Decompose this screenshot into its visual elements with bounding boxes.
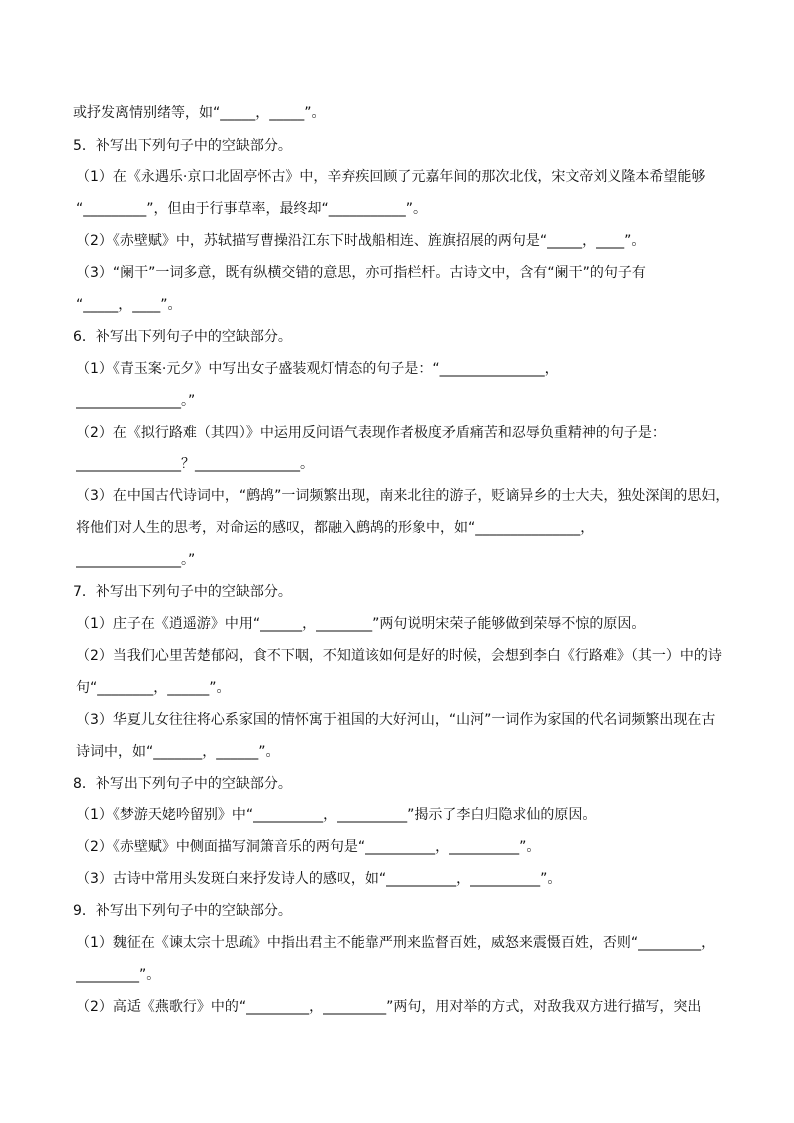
text-line: _________”。	[76, 967, 161, 983]
text-line: （2）高适《燕歌行》中的“_________，_________”两句，用对举的方式，对敌我双方进行描写，突出	[76, 999, 702, 1015]
question-heading: 7．补写出下列句子中的空缺部分。	[73, 584, 292, 600]
text-line: （2）《赤壁赋》中，苏轼描写曹操沿江东下时战船相连、旌旗招展的两句是“_____，____”。	[76, 233, 646, 249]
text-line: （1）《梦游天姥吟留别》中“__________，__________”揭示了李白归隐求仙的原因。	[76, 807, 597, 823]
text-line: 诗词中，如“_______，______”。	[76, 744, 280, 760]
text-line: （2）《赤壁赋》中侧面描写洞箫音乐的两句是“__________，__________”。	[76, 839, 541, 855]
question-heading: 8．补写出下列句子中的空缺部分。	[73, 776, 292, 792]
text-line: （1）《青玉案·元夕》中写出女子盛装观灯情态的句子是：“_______________，	[76, 361, 559, 377]
text-line: （1）庄子在《逍遥游》中用“______，________”两句说明宋荣子能够做到荣辱不惊的原因。	[76, 616, 646, 632]
text-line: （3）“阑干”一词多意，既有纵横交错的意思，亦可指栏杆。古诗文中，含有“阑干”的句子有	[76, 265, 646, 281]
text-line: “_________”，但由于行事草率，最终却“___________”。	[76, 201, 428, 217]
question-heading: 6．补写出下列句子中的空缺部分。	[73, 329, 292, 345]
text-line: _______________。”	[76, 552, 196, 568]
text-line: 或抒发离情别绪等，如“_____，_____”。	[73, 105, 326, 121]
text-line: （3）在中国古代诗词中，“鹧鸪”一词频繁出现，南来北往的游子，贬谪异乡的士大夫，独处深闺的思妇，	[76, 488, 730, 504]
text-line: “_____，____”。	[76, 297, 182, 313]
text-line: _______________。”	[76, 393, 196, 409]
text-line: （3）古诗中常用头发斑白来抒发诗人的感叹，如“__________，__________”。	[76, 871, 562, 887]
text-line: （2）当我们心里苦楚郁闷，食不下咽，不知道该如何是好的时候，会想到李白《行路难》（其一）中的诗	[76, 648, 722, 664]
text-line: （1）在《永遇乐·京口北固亭怀古》中，辛弃疾回顾了元嘉年间的那次北伐，宋文帝刘义隆本希望能够	[76, 169, 706, 185]
text-line: 句“________，______”。	[76, 680, 231, 696]
question-heading: 5．补写出下列句子中的空缺部分。	[73, 138, 292, 154]
text-line: （3）华夏儿女往往将心系家国的情怀寓于祖国的大好河山，“山河”一词作为家国的代名词频繁出现在古	[76, 712, 716, 728]
text-line: （1）魏征在《谏太宗十思疏》中指出君主不能靠严刑来监督百姓，威怒来震慑百姓，否则“_________，	[76, 935, 716, 951]
text-line: _______________？_______________。	[76, 456, 314, 472]
text-line: 将他们对人生的思考，对命运的感叹，都融入鹧鸪的形象中，如“_______________，	[76, 520, 595, 536]
text-line: （2）在《拟行路难（其四）》中运用反问语气表现作者极度矛盾痛苦和忍辱负重精神的句子是：	[76, 425, 666, 441]
question-heading: 9．补写出下列句子中的空缺部分。	[73, 903, 292, 919]
